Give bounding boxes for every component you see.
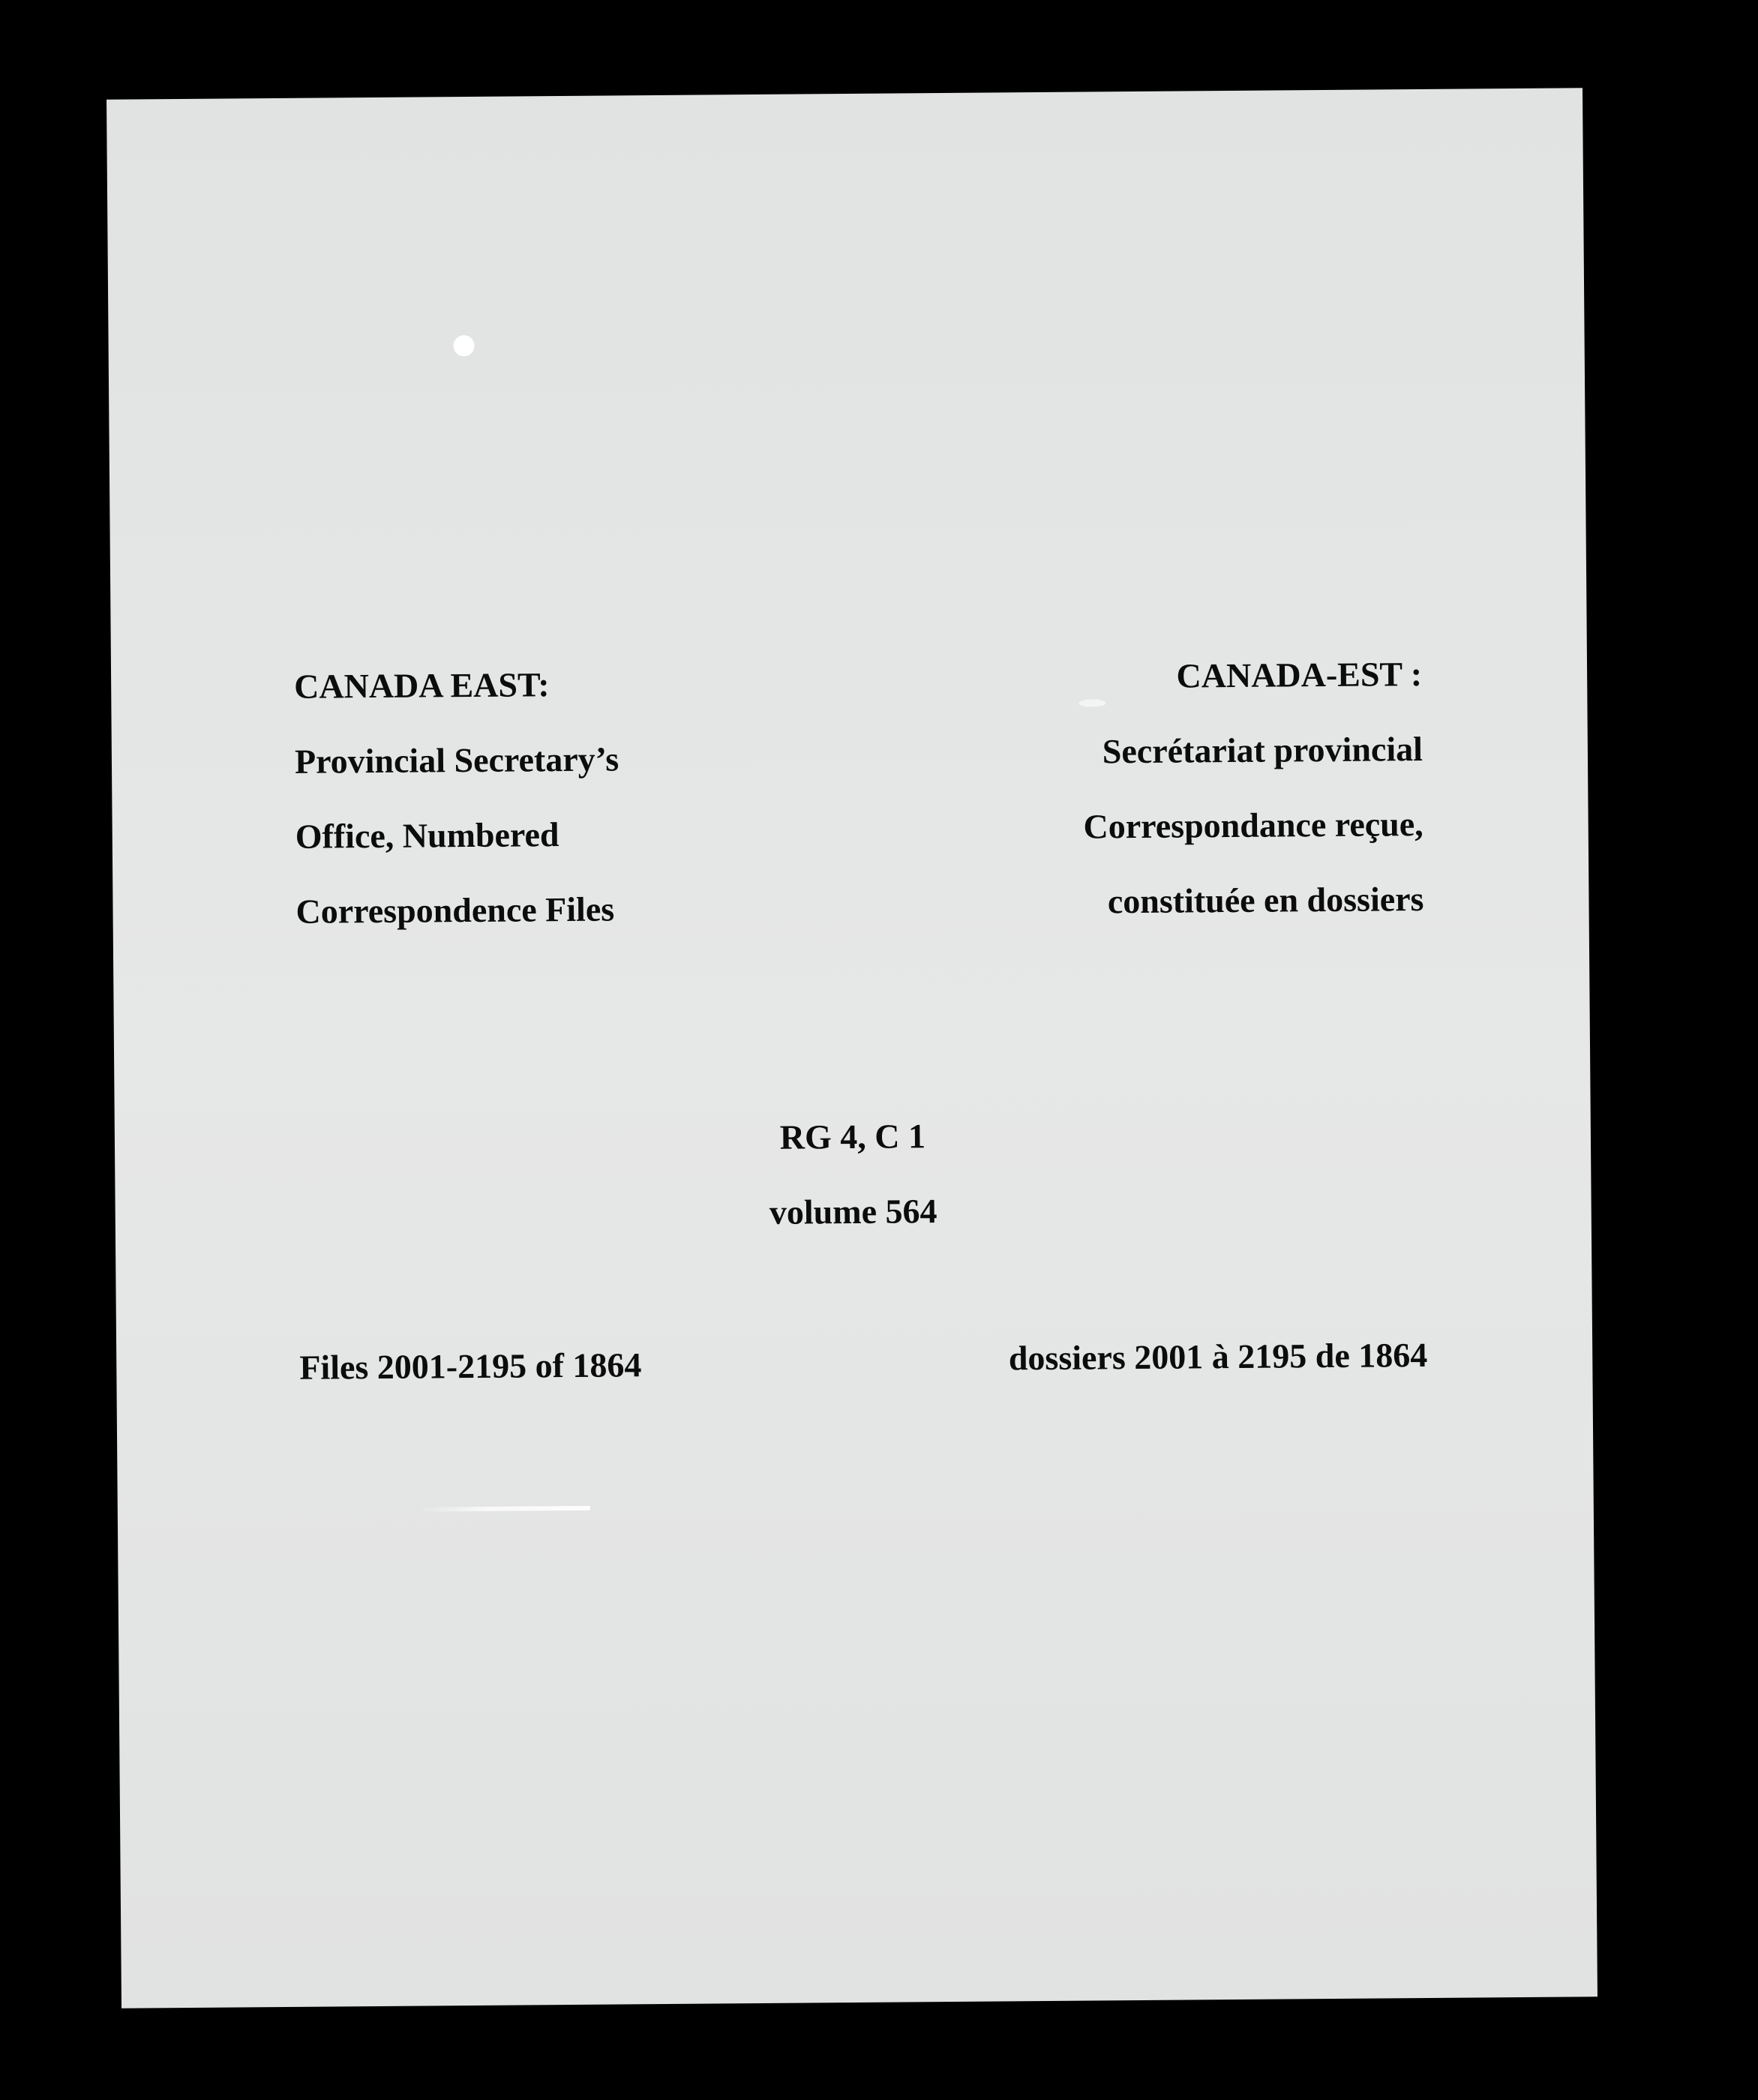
english-line-2: Office, Numbered [295, 815, 560, 856]
record-group: RG 4, C 1 [779, 1117, 926, 1156]
french-line-3: constituée en dossiers [1107, 880, 1424, 921]
french-files-range: dossiers 2001 à 2195 de 1864 [1008, 1335, 1428, 1378]
english-files-range: Files 2001-2195 of 1864 [299, 1346, 642, 1387]
french-line-1: Secrétariat provincial [1102, 730, 1424, 771]
film-spot [454, 335, 475, 356]
volume-number: volume 564 [769, 1192, 938, 1232]
document-sheet [106, 88, 1598, 2008]
english-heading: CANADA EAST: [293, 665, 550, 706]
french-line-2: Correspondance reçue, [1083, 805, 1424, 846]
film-streak [418, 1506, 590, 1512]
film-fleck [1078, 699, 1106, 706]
english-line-3: Correspondence Files [296, 890, 615, 931]
french-heading: CANADA-EST : [1176, 655, 1423, 695]
english-line-1: Provincial Secretary’s [294, 740, 620, 781]
